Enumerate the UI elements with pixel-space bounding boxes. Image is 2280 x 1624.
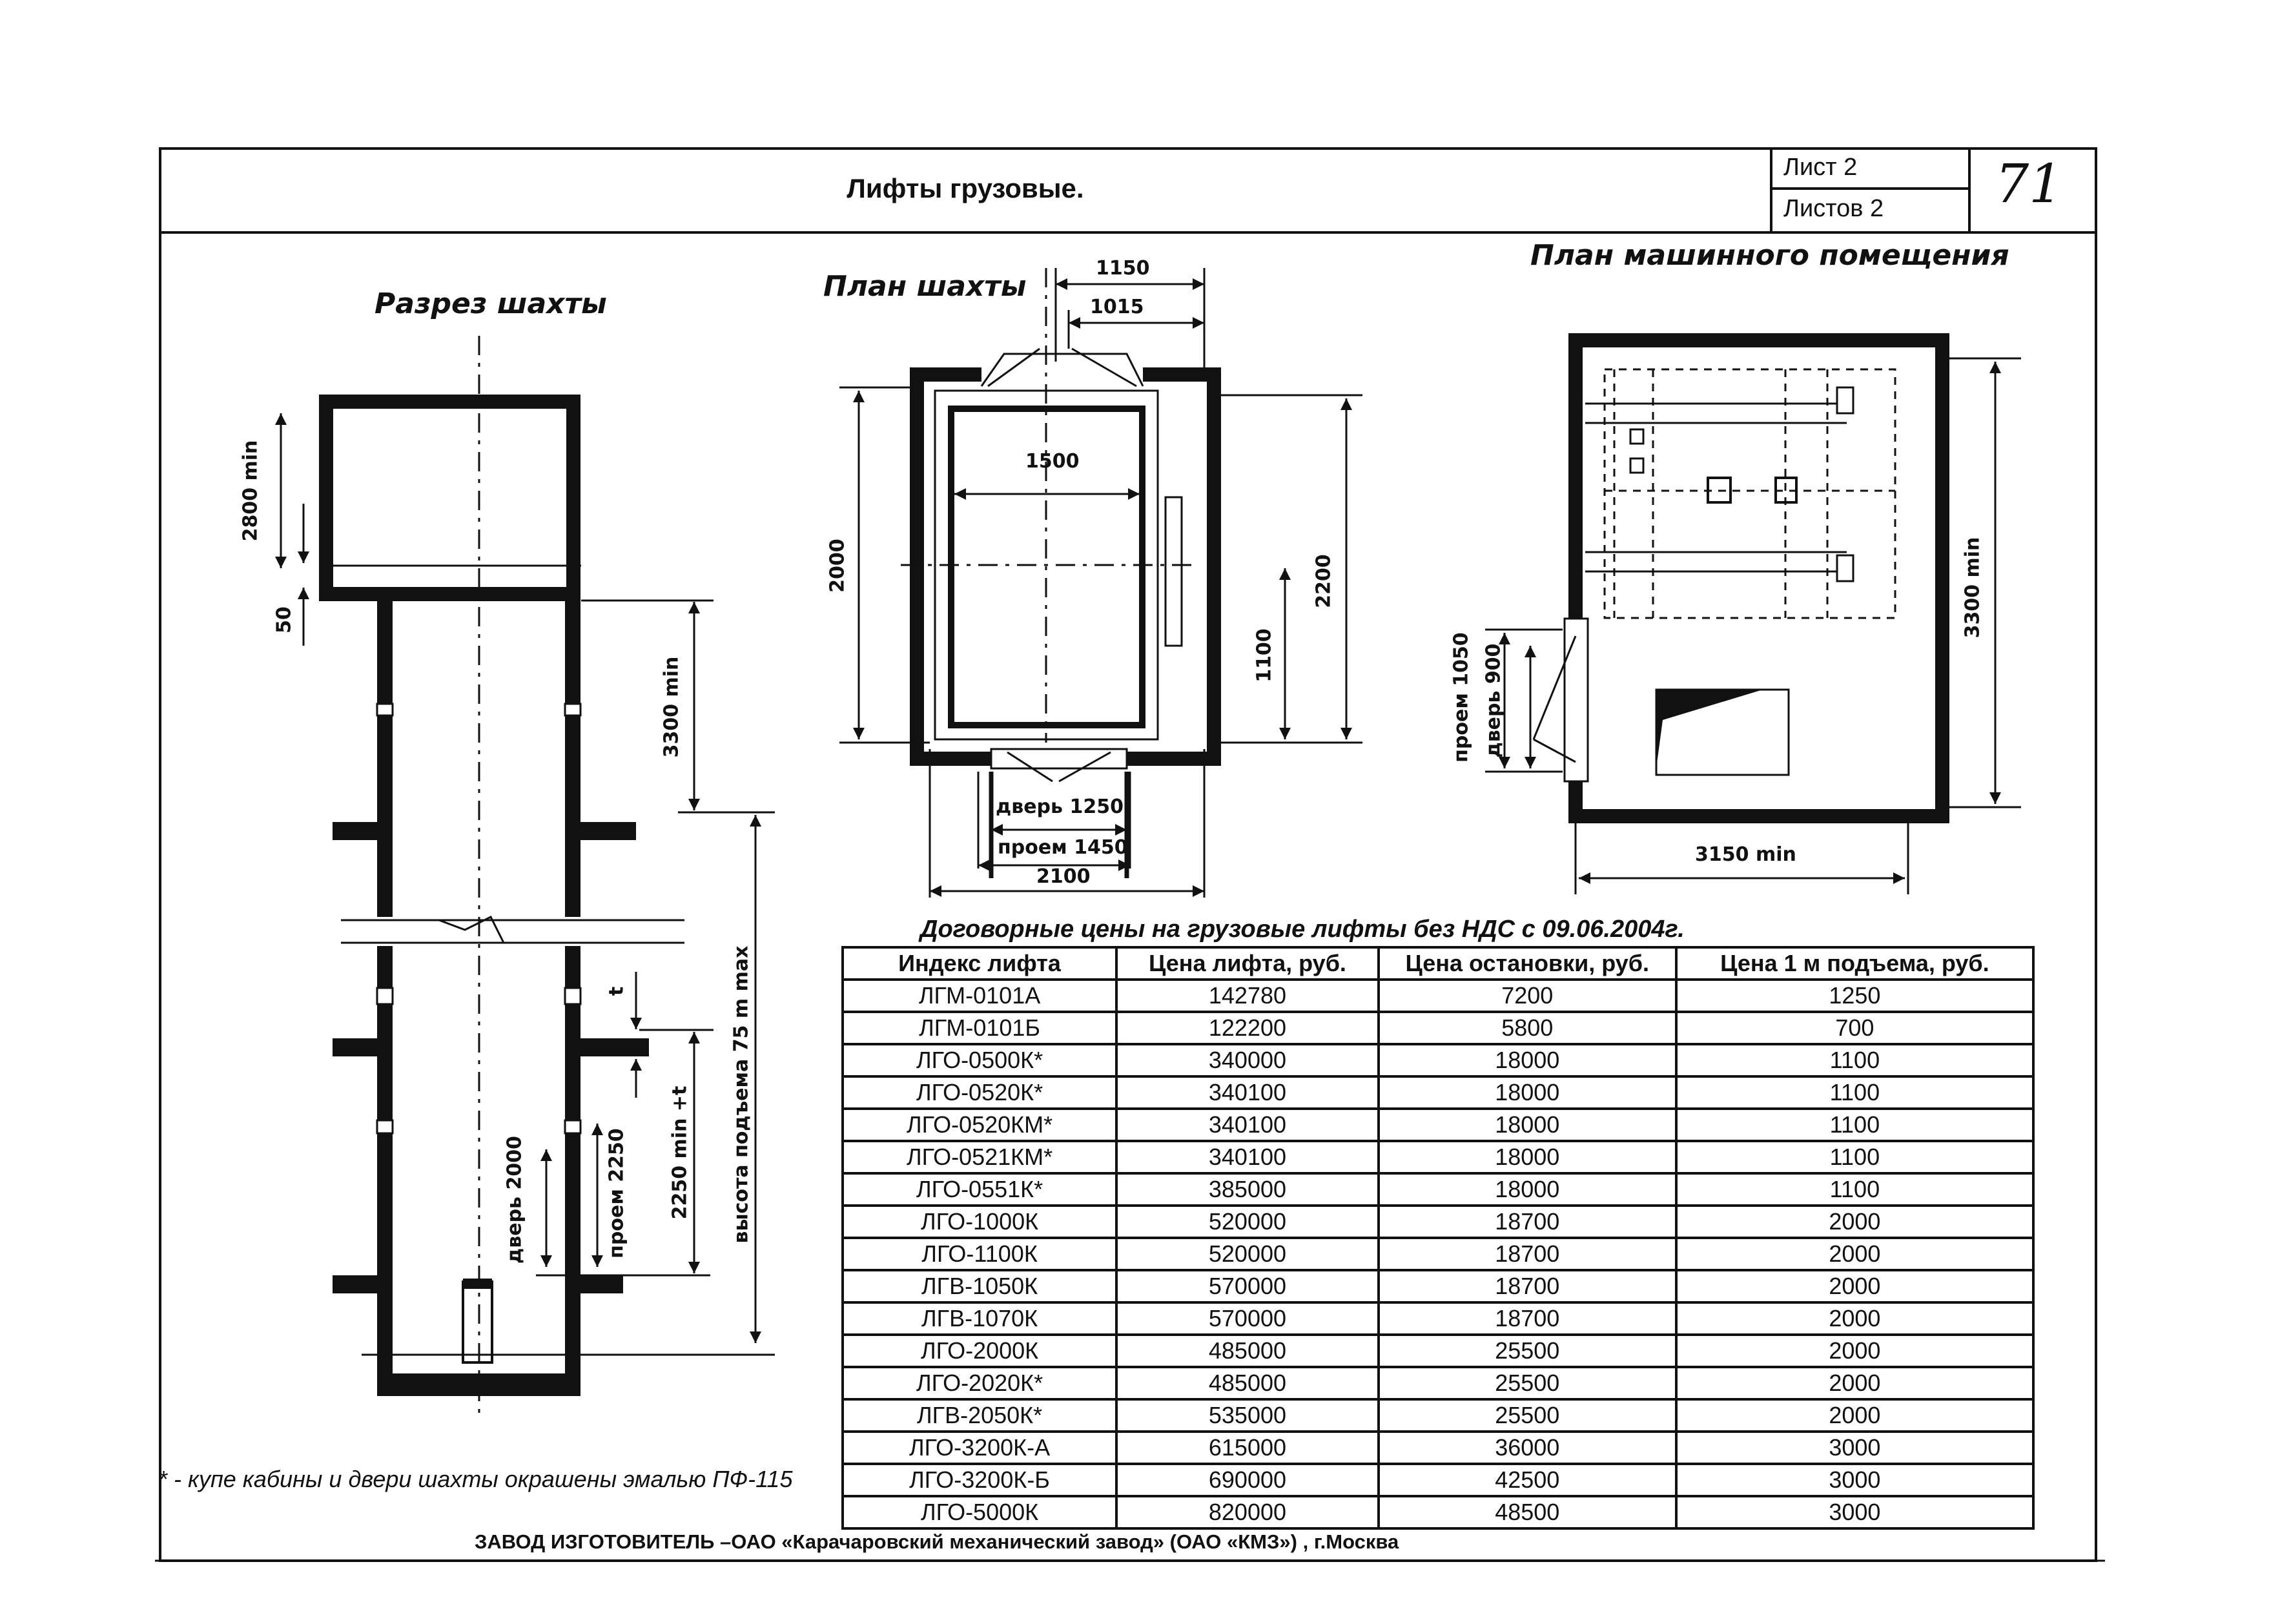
- table-cell: ЛГО-3200К-Б: [843, 1464, 1116, 1496]
- table-cell: ЛГВ-2050К*: [843, 1399, 1116, 1432]
- dim-plan-half-depth: 1100: [1253, 628, 1276, 683]
- dim-plan-door: дверь 1250: [996, 796, 1124, 818]
- table-row: [843, 1044, 2033, 1076]
- page-title: Лифты грузовые.: [847, 173, 1084, 203]
- table-row: [843, 1335, 2033, 1367]
- dim-travel: высота подъема 75 m max: [730, 945, 753, 1244]
- column-header: Цена 1 м подъема, руб.: [1676, 947, 2033, 980]
- table-cell: ЛГМ-0101Б: [843, 1012, 1116, 1044]
- dim-floor-height: 2250 min +t: [668, 1085, 692, 1220]
- table-cell: 18000: [1379, 1109, 1676, 1141]
- dim-plan-w-inner: 1015: [1090, 296, 1144, 318]
- table-cell: 3000: [1676, 1432, 2033, 1464]
- table-cell: 25500: [1379, 1367, 1676, 1399]
- table-cell: ЛГО-2020К*: [843, 1367, 1116, 1399]
- table-row: [843, 1076, 2033, 1109]
- table-cell: ЛГО-3200К-А: [843, 1432, 1116, 1464]
- table-cell: 25500: [1379, 1335, 1676, 1367]
- table-cell: 3000: [1676, 1496, 2033, 1528]
- table-cell: 48500: [1379, 1496, 1676, 1528]
- table-cell: 25500: [1379, 1399, 1676, 1432]
- table-cell: 2000: [1676, 1270, 2033, 1302]
- table-row: [843, 1302, 2033, 1335]
- price-table-body: [843, 980, 2033, 1528]
- table-cell: ЛГО-1000К: [843, 1206, 1116, 1238]
- dim-opening: проем 2250: [605, 1128, 628, 1259]
- plan-heading: План шахты: [823, 270, 1027, 303]
- table-cell: ЛГО-1100К: [843, 1238, 1116, 1270]
- sheets-label: Листов 2: [1783, 195, 1884, 222]
- dim-overhead: 2800 min: [239, 440, 262, 542]
- table-cell: 820000: [1116, 1496, 1379, 1528]
- table-cell: 122200: [1116, 1012, 1379, 1044]
- dim-door: дверь 2000: [503, 1136, 526, 1264]
- section-heading: Разрез шахты: [375, 287, 607, 320]
- table-cell: ЛГО-5000К: [843, 1496, 1116, 1528]
- table-cell: 485000: [1116, 1335, 1379, 1367]
- table-cell: 2000: [1676, 1399, 2033, 1432]
- dim-plan-depth-left: 2000: [826, 539, 849, 593]
- dim-plan-opening: проем 1450: [998, 836, 1128, 859]
- table-row: [843, 1238, 2033, 1270]
- table-row: [843, 1464, 2033, 1496]
- table-cell: 1100: [1676, 1044, 2033, 1076]
- table-cell: 1100: [1676, 1173, 2033, 1206]
- column-header: Индекс лифта: [843, 947, 1116, 980]
- table-cell: 18000: [1379, 1076, 1676, 1109]
- table-cell: 2000: [1676, 1367, 2033, 1399]
- table-cell: 2000: [1676, 1302, 2033, 1335]
- table-cell: ЛГВ-1070К: [843, 1302, 1116, 1335]
- table-cell: 485000: [1116, 1367, 1379, 1399]
- table-cell: 1250: [1676, 980, 2033, 1012]
- dim-room-opening: проем 1050: [1450, 632, 1473, 763]
- table-cell: 535000: [1116, 1399, 1379, 1432]
- table-row: [843, 1012, 2033, 1044]
- table-cell: 18700: [1379, 1302, 1676, 1335]
- table-cell: 18700: [1379, 1206, 1676, 1238]
- table-cell: 340100: [1116, 1109, 1379, 1141]
- table-cell: ЛГО-0520К*: [843, 1076, 1116, 1109]
- dim-top-clearance: 3300 min: [660, 656, 683, 758]
- table-cell: 18000: [1379, 1173, 1676, 1206]
- dim-plan-depth-right: 2200: [1312, 554, 1335, 608]
- table-cell: 18000: [1379, 1044, 1676, 1076]
- table-cell: 1100: [1676, 1076, 2033, 1109]
- table-cell: 1100: [1676, 1141, 2033, 1173]
- table-cell: 570000: [1116, 1270, 1379, 1302]
- table-cell: ЛГО-0551К*: [843, 1173, 1116, 1206]
- table-cell: 7200: [1379, 980, 1676, 1012]
- table-row: [843, 1270, 2033, 1302]
- table-row: [843, 1399, 2033, 1432]
- table-cell: 18700: [1379, 1238, 1676, 1270]
- table-cell: 5800: [1379, 1012, 1676, 1044]
- footnote: * - купе кабины и двери шахты окрашены эмалью ПФ-115: [158, 1466, 793, 1492]
- manufacturer-footer: ЗАВОД ИЗГОТОВИТЕЛЬ –ОАО «Карачаровский механический завод» (ОАО «КМЗ») , г.Москва: [475, 1530, 1399, 1553]
- price-table-caption: Договорные цены на грузовые лифты без НДС с 09.06.2004г.: [920, 916, 1685, 943]
- table-cell: 520000: [1116, 1238, 1379, 1270]
- machine-room-heading: План машинного помещения: [1530, 239, 2009, 272]
- page-number: 71: [1995, 154, 2063, 215]
- table-cell: 520000: [1116, 1206, 1379, 1238]
- table-cell: ЛГО-0500К*: [843, 1044, 1116, 1076]
- shaft-section-drawing: [281, 336, 775, 1421]
- table-cell: 42500: [1379, 1464, 1676, 1496]
- dim-plan-w-outer: 1150: [1096, 257, 1150, 280]
- table-row: [843, 1109, 2033, 1141]
- table-cell: 570000: [1116, 1302, 1379, 1335]
- table-cell: 340000: [1116, 1044, 1379, 1076]
- table-cell: 2000: [1676, 1206, 2033, 1238]
- dim-plan-width: 2100: [1036, 865, 1091, 888]
- table-cell: 142780: [1116, 980, 1379, 1012]
- table-header-row: [843, 947, 2033, 980]
- column-header: Цена лифта, руб.: [1116, 947, 1379, 980]
- machine-room-drawing: [1482, 340, 2021, 894]
- table-cell: 2000: [1676, 1335, 2033, 1367]
- table-cell: 36000: [1379, 1432, 1676, 1464]
- table-cell: 690000: [1116, 1464, 1379, 1496]
- dim-room-width: 3150 min: [1695, 843, 1796, 866]
- table-row: [843, 1141, 2033, 1173]
- table-cell: 2000: [1676, 1238, 2033, 1270]
- table-row: [843, 1367, 2033, 1399]
- table-cell: ЛГО-0520КМ*: [843, 1109, 1116, 1141]
- table-cell: ЛГО-2000К: [843, 1335, 1116, 1367]
- dim-room-height: 3300 min: [1961, 537, 1984, 639]
- table-cell: 340100: [1116, 1141, 1379, 1173]
- dim-gap: 50: [272, 606, 296, 633]
- table-cell: 3000: [1676, 1464, 2033, 1496]
- column-header: Цена остановки, руб.: [1379, 947, 1676, 980]
- table-row: [843, 1173, 2033, 1206]
- table-cell: 385000: [1116, 1173, 1379, 1206]
- sheet-label: Лист 2: [1783, 154, 1858, 181]
- table-cell: 18000: [1379, 1141, 1676, 1173]
- table-cell: 340100: [1116, 1076, 1379, 1109]
- table-cell: 1100: [1676, 1109, 2033, 1141]
- table-cell: 18700: [1379, 1270, 1676, 1302]
- dim-plan-cabin-width: 1500: [1025, 450, 1080, 473]
- table-row: [843, 980, 2033, 1012]
- table-cell: 700: [1676, 1012, 2033, 1044]
- table-row: [843, 1496, 2033, 1528]
- table-cell: ЛГМ-0101А: [843, 980, 1116, 1012]
- dim-room-door: дверь 900: [1482, 643, 1505, 758]
- table-cell: 615000: [1116, 1432, 1379, 1464]
- price-table: [841, 946, 2035, 1530]
- table-cell: ЛГВ-1050К: [843, 1270, 1116, 1302]
- table-row: [843, 1206, 2033, 1238]
- dim-t: t: [605, 986, 628, 996]
- table-row: [843, 1432, 2033, 1464]
- table-cell: ЛГО-0521КМ*: [843, 1141, 1116, 1173]
